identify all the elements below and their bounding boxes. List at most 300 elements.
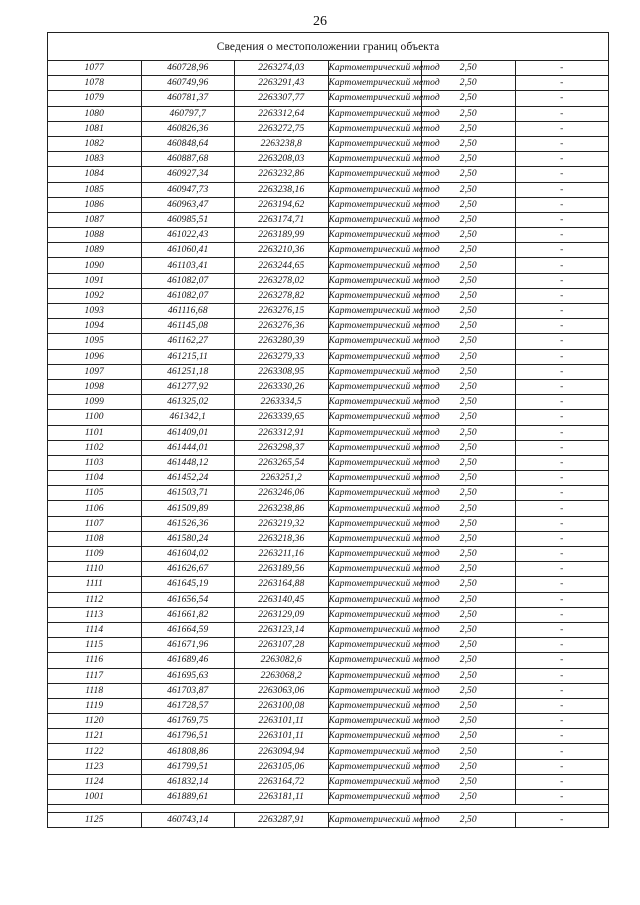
coord-y-cell: 2263278,82: [235, 288, 329, 303]
table-row: [48, 471, 609, 486]
description-cell: -: [515, 228, 609, 243]
table-row: [48, 440, 609, 455]
table-row: [48, 364, 609, 379]
coord-x-cell: 461671,96: [141, 638, 235, 653]
coord-x-cell: 461832,14: [141, 774, 235, 789]
description-cell: -: [515, 592, 609, 607]
description-cell: -: [515, 714, 609, 729]
table-row: [48, 486, 609, 501]
coord-x-cell: 460797,7: [141, 106, 235, 121]
method-cell: Картометрический метод: [328, 714, 422, 729]
coord-y-cell: 2263101,11: [235, 729, 329, 744]
table-row: [48, 61, 609, 76]
coord-y-cell: 2263265,54: [235, 455, 329, 470]
point-number-cell: 1102: [48, 440, 142, 455]
coord-x-cell: 461251,18: [141, 364, 235, 379]
description-cell: -: [515, 471, 609, 486]
coord-y-cell: 2263189,56: [235, 562, 329, 577]
table-row: [48, 136, 609, 151]
description-cell: -: [515, 547, 609, 562]
coord-x-cell: 461116,68: [141, 304, 235, 319]
coord-x-cell: 461526,36: [141, 516, 235, 531]
accuracy-cell: 2,50: [422, 744, 516, 759]
method-cell: Картометрический метод: [328, 486, 422, 501]
point-number-cell: 1112: [48, 592, 142, 607]
table-row: [48, 577, 609, 592]
description-cell: -: [515, 197, 609, 212]
accuracy-cell: 2,50: [422, 440, 516, 455]
table-row: [48, 243, 609, 258]
table-row: [48, 455, 609, 470]
point-number-cell: 1100: [48, 410, 142, 425]
description-cell: -: [515, 653, 609, 668]
description-cell: -: [515, 364, 609, 379]
method-cell: Картометрический метод: [328, 774, 422, 789]
table-row: [48, 76, 609, 91]
coord-y-cell: 2263330,26: [235, 379, 329, 394]
coord-y-cell: 2263194,62: [235, 197, 329, 212]
point-number-cell: 1078: [48, 76, 142, 91]
accuracy-cell: 2,50: [422, 212, 516, 227]
table-body: [48, 61, 609, 828]
accuracy-cell: 2,50: [422, 653, 516, 668]
accuracy-cell: 2,50: [422, 577, 516, 592]
table-row: [48, 790, 609, 805]
table-row: [48, 813, 609, 828]
boundary-table-sheet: [47, 32, 609, 828]
method-cell: Картометрический метод: [328, 258, 422, 273]
description-cell: -: [515, 516, 609, 531]
coord-y-cell: 2263101,11: [235, 714, 329, 729]
coord-x-cell: 461626,67: [141, 562, 235, 577]
table-row: [48, 531, 609, 546]
point-number-cell: 1096: [48, 349, 142, 364]
description-cell: -: [515, 167, 609, 182]
description-cell: -: [515, 425, 609, 440]
coord-x-cell: 461799,51: [141, 759, 235, 774]
table-title: Сведения о местоположении границ объекта: [48, 33, 609, 61]
point-number-cell: 1114: [48, 622, 142, 637]
table-row: [48, 516, 609, 531]
coord-x-cell: 460947,73: [141, 182, 235, 197]
coord-x-cell: 461060,41: [141, 243, 235, 258]
accuracy-cell: 2,50: [422, 288, 516, 303]
method-cell: Картометрический метод: [328, 364, 422, 379]
accuracy-cell: 2,50: [422, 683, 516, 698]
page-number: 26: [313, 14, 327, 29]
table-row: [48, 304, 609, 319]
table-row: [48, 91, 609, 106]
empty-cell: [422, 805, 516, 813]
method-cell: Картометрический метод: [328, 622, 422, 637]
description-cell: -: [515, 774, 609, 789]
method-cell: Картометрический метод: [328, 167, 422, 182]
table-row: [48, 759, 609, 774]
coord-y-cell: 2263308,95: [235, 364, 329, 379]
point-number-cell: 1124: [48, 774, 142, 789]
point-number-cell: 1079: [48, 91, 142, 106]
description-cell: -: [515, 152, 609, 167]
point-number-cell: 1080: [48, 106, 142, 121]
method-cell: Картометрический метод: [328, 410, 422, 425]
coord-y-cell: 2263181,11: [235, 790, 329, 805]
method-cell: Картометрический метод: [328, 653, 422, 668]
description-cell: -: [515, 76, 609, 91]
method-cell: Картометрический метод: [328, 152, 422, 167]
table-row: [48, 167, 609, 182]
description-cell: -: [515, 273, 609, 288]
method-cell: Картометрический метод: [328, 334, 422, 349]
coord-x-cell: 460781,37: [141, 91, 235, 106]
method-cell: Картометрический метод: [328, 813, 422, 828]
coord-x-cell: 460985,51: [141, 212, 235, 227]
table-row: [48, 562, 609, 577]
coord-x-cell: 461162,27: [141, 334, 235, 349]
coord-x-cell: 460887,68: [141, 152, 235, 167]
coord-x-cell: 461661,82: [141, 607, 235, 622]
coord-y-cell: 2263232,86: [235, 167, 329, 182]
coord-x-cell: 461452,24: [141, 471, 235, 486]
coord-y-cell: 2263129,09: [235, 607, 329, 622]
method-cell: Картометрический метод: [328, 273, 422, 288]
empty-cell: [515, 805, 609, 813]
coord-x-cell: 461664,59: [141, 622, 235, 637]
table-row: [48, 258, 609, 273]
method-cell: Картометрический метод: [328, 729, 422, 744]
accuracy-cell: 2,50: [422, 774, 516, 789]
method-cell: Картометрический метод: [328, 212, 422, 227]
coord-x-cell: 460749,96: [141, 76, 235, 91]
coord-y-cell: 2263312,91: [235, 425, 329, 440]
method-cell: Картометрический метод: [328, 471, 422, 486]
coord-x-cell: 461448,12: [141, 455, 235, 470]
coord-x-cell: 461808,86: [141, 744, 235, 759]
table-row: [48, 273, 609, 288]
description-cell: -: [515, 531, 609, 546]
accuracy-cell: 2,50: [422, 516, 516, 531]
coord-x-cell: 461656,54: [141, 592, 235, 607]
description-cell: -: [515, 813, 609, 828]
coord-y-cell: 2263334,5: [235, 395, 329, 410]
coord-x-cell: 461645,19: [141, 577, 235, 592]
coord-x-cell: 461796,51: [141, 729, 235, 744]
method-cell: Картометрический метод: [328, 531, 422, 546]
boundary-coordinates-table: [47, 32, 609, 828]
empty-cell: [141, 805, 235, 813]
coord-y-cell: 2263094,94: [235, 744, 329, 759]
table-row: [48, 547, 609, 562]
accuracy-cell: 2,50: [422, 813, 516, 828]
table-row: [48, 638, 609, 653]
accuracy-cell: 2,50: [422, 759, 516, 774]
table-row: [48, 501, 609, 516]
accuracy-cell: 2,50: [422, 471, 516, 486]
table-row: [48, 395, 609, 410]
accuracy-cell: 2,50: [422, 152, 516, 167]
point-number-cell: 1099: [48, 395, 142, 410]
description-cell: -: [515, 698, 609, 713]
table-row: [48, 197, 609, 212]
coord-y-cell: 2263280,39: [235, 334, 329, 349]
point-number-cell: 1091: [48, 273, 142, 288]
method-cell: Картометрический метод: [328, 744, 422, 759]
method-cell: Картометрический метод: [328, 516, 422, 531]
method-cell: Картометрический метод: [328, 790, 422, 805]
coord-x-cell: 461695,63: [141, 668, 235, 683]
method-cell: Картометрический метод: [328, 319, 422, 334]
description-cell: -: [515, 304, 609, 319]
table-row: [48, 288, 609, 303]
coord-x-cell: 461604,02: [141, 547, 235, 562]
method-cell: Картометрический метод: [328, 607, 422, 622]
coord-x-cell: 461444,01: [141, 440, 235, 455]
coord-x-cell: 461145,08: [141, 319, 235, 334]
table-row: [48, 622, 609, 637]
coord-y-cell: 2263246,06: [235, 486, 329, 501]
accuracy-cell: 2,50: [422, 531, 516, 546]
accuracy-cell: 2,50: [422, 349, 516, 364]
description-cell: -: [515, 410, 609, 425]
table-row: [48, 121, 609, 136]
description-cell: -: [515, 501, 609, 516]
method-cell: Картометрический метод: [328, 592, 422, 607]
coord-y-cell: 2263312,64: [235, 106, 329, 121]
table-row: [48, 744, 609, 759]
point-number-cell: 1119: [48, 698, 142, 713]
coord-y-cell: 2263251,2: [235, 471, 329, 486]
method-cell: Картометрический метод: [328, 228, 422, 243]
coord-x-cell: 461703,87: [141, 683, 235, 698]
method-cell: Картометрический метод: [328, 76, 422, 91]
coord-y-cell: 2263244,65: [235, 258, 329, 273]
accuracy-cell: 2,50: [422, 334, 516, 349]
point-number-cell: 1084: [48, 167, 142, 182]
point-number-cell: 1106: [48, 501, 142, 516]
coord-y-cell: 2263211,16: [235, 547, 329, 562]
coord-x-cell: 461082,07: [141, 273, 235, 288]
point-number-cell: 1087: [48, 212, 142, 227]
coord-y-cell: 2263208,03: [235, 152, 329, 167]
description-cell: -: [515, 486, 609, 501]
method-cell: Картометрический метод: [328, 395, 422, 410]
accuracy-cell: 2,50: [422, 76, 516, 91]
table-row: [48, 607, 609, 622]
description-cell: -: [515, 607, 609, 622]
coord-y-cell: 2263218,36: [235, 531, 329, 546]
method-cell: Картометрический метод: [328, 577, 422, 592]
coord-x-cell: 461277,92: [141, 379, 235, 394]
point-number-cell: 1125: [48, 813, 142, 828]
accuracy-cell: 2,50: [422, 121, 516, 136]
description-cell: -: [515, 349, 609, 364]
method-cell: Картометрический метод: [328, 304, 422, 319]
method-cell: Картометрический метод: [328, 638, 422, 653]
point-number-cell: 1122: [48, 744, 142, 759]
point-number-cell: 1089: [48, 243, 142, 258]
accuracy-cell: 2,50: [422, 698, 516, 713]
point-number-cell: 1123: [48, 759, 142, 774]
method-cell: Картометрический метод: [328, 288, 422, 303]
accuracy-cell: 2,50: [422, 197, 516, 212]
method-cell: Картометрический метод: [328, 349, 422, 364]
coord-x-cell: 461503,71: [141, 486, 235, 501]
coord-y-cell: 2263123,14: [235, 622, 329, 637]
point-number-cell: 1113: [48, 607, 142, 622]
point-number-cell: 1082: [48, 136, 142, 151]
coord-x-cell: 460743,14: [141, 813, 235, 828]
point-number-cell: 1086: [48, 197, 142, 212]
point-number-cell: 1116: [48, 653, 142, 668]
coord-x-cell: 461769,75: [141, 714, 235, 729]
coord-x-cell: 461689,46: [141, 653, 235, 668]
table-row: [48, 683, 609, 698]
description-cell: -: [515, 243, 609, 258]
method-cell: Картометрический метод: [328, 501, 422, 516]
coord-y-cell: 2263298,37: [235, 440, 329, 455]
accuracy-cell: 2,50: [422, 364, 516, 379]
coord-y-cell: 2263276,36: [235, 319, 329, 334]
description-cell: -: [515, 455, 609, 470]
accuracy-cell: 2,50: [422, 729, 516, 744]
coord-x-cell: 461509,89: [141, 501, 235, 516]
accuracy-cell: 2,50: [422, 547, 516, 562]
point-number-cell: 1105: [48, 486, 142, 501]
point-number-cell: 1118: [48, 683, 142, 698]
coord-x-cell: 461103,41: [141, 258, 235, 273]
point-number-cell: 1090: [48, 258, 142, 273]
point-number-cell: 1120: [48, 714, 142, 729]
point-number-cell: 1109: [48, 547, 142, 562]
description-cell: -: [515, 288, 609, 303]
point-number-cell: 1111: [48, 577, 142, 592]
description-cell: -: [515, 622, 609, 637]
coord-x-cell: 460728,96: [141, 61, 235, 76]
description-cell: -: [515, 577, 609, 592]
coord-x-cell: 461325,02: [141, 395, 235, 410]
accuracy-cell: 2,50: [422, 167, 516, 182]
accuracy-cell: 2,50: [422, 562, 516, 577]
point-number-cell: 1093: [48, 304, 142, 319]
accuracy-cell: 2,50: [422, 106, 516, 121]
point-number-cell: 1088: [48, 228, 142, 243]
coord-y-cell: 2263339,65: [235, 410, 329, 425]
accuracy-cell: 2,50: [422, 410, 516, 425]
accuracy-cell: 2,50: [422, 395, 516, 410]
coord-x-cell: 461409,01: [141, 425, 235, 440]
coord-y-cell: 2263164,88: [235, 577, 329, 592]
method-cell: Картометрический метод: [328, 698, 422, 713]
coord-y-cell: 2263291,43: [235, 76, 329, 91]
coord-x-cell: 461022,43: [141, 228, 235, 243]
accuracy-cell: 2,50: [422, 592, 516, 607]
description-cell: -: [515, 319, 609, 334]
method-cell: Картометрический метод: [328, 243, 422, 258]
method-cell: Картометрический метод: [328, 379, 422, 394]
table-row: [48, 106, 609, 121]
method-cell: Картометрический метод: [328, 440, 422, 455]
accuracy-cell: 2,50: [422, 136, 516, 151]
method-cell: Картометрический метод: [328, 61, 422, 76]
coord-y-cell: 2263210,36: [235, 243, 329, 258]
method-cell: Картометрический метод: [328, 547, 422, 562]
coord-y-cell: 2263276,15: [235, 304, 329, 319]
table-row: [48, 319, 609, 334]
table-row: [48, 714, 609, 729]
point-number-cell: 1077: [48, 61, 142, 76]
coord-y-cell: 2263238,8: [235, 136, 329, 151]
description-cell: -: [515, 212, 609, 227]
accuracy-cell: 2,50: [422, 228, 516, 243]
method-cell: Картометрический метод: [328, 136, 422, 151]
point-number-cell: 1110: [48, 562, 142, 577]
accuracy-cell: 2,50: [422, 714, 516, 729]
coord-x-cell: 460963,47: [141, 197, 235, 212]
table-title-row: [48, 33, 609, 61]
coord-x-cell: 461580,24: [141, 531, 235, 546]
table-row: [48, 379, 609, 394]
accuracy-cell: 2,50: [422, 319, 516, 334]
point-number-cell: 1115: [48, 638, 142, 653]
coord-x-cell: 461728,57: [141, 698, 235, 713]
point-number-cell: 1121: [48, 729, 142, 744]
description-cell: -: [515, 683, 609, 698]
method-cell: Картометрический метод: [328, 562, 422, 577]
table-row: [48, 182, 609, 197]
coord-y-cell: 2263238,16: [235, 182, 329, 197]
method-cell: Картометрический метод: [328, 182, 422, 197]
table-row: [48, 152, 609, 167]
accuracy-cell: 2,50: [422, 622, 516, 637]
point-number-cell: 1104: [48, 471, 142, 486]
table-row: [48, 212, 609, 227]
accuracy-cell: 2,50: [422, 182, 516, 197]
description-cell: -: [515, 729, 609, 744]
point-number-cell: 1098: [48, 379, 142, 394]
table-row: [48, 425, 609, 440]
table-row: [48, 334, 609, 349]
coord-x-cell: 461342,1: [141, 410, 235, 425]
accuracy-cell: 2,50: [422, 243, 516, 258]
coord-x-cell: 460826,36: [141, 121, 235, 136]
description-cell: -: [515, 744, 609, 759]
coord-y-cell: 2263279,33: [235, 349, 329, 364]
point-number-cell: 1101: [48, 425, 142, 440]
coord-y-cell: 2263272,75: [235, 121, 329, 136]
method-cell: Картометрический метод: [328, 455, 422, 470]
accuracy-cell: 2,50: [422, 607, 516, 622]
coord-y-cell: 2263063,06: [235, 683, 329, 698]
description-cell: -: [515, 759, 609, 774]
coord-y-cell: 2263082,6: [235, 653, 329, 668]
accuracy-cell: 2,50: [422, 790, 516, 805]
empty-cell: [328, 805, 422, 813]
coord-x-cell: 460848,64: [141, 136, 235, 151]
description-cell: -: [515, 91, 609, 106]
coord-y-cell: 2263219,32: [235, 516, 329, 531]
accuracy-cell: 2,50: [422, 486, 516, 501]
coord-y-cell: 2263287,91: [235, 813, 329, 828]
point-number-cell: 1103: [48, 455, 142, 470]
description-cell: -: [515, 668, 609, 683]
point-number-cell: 1094: [48, 319, 142, 334]
accuracy-cell: 2,50: [422, 501, 516, 516]
accuracy-cell: 2,50: [422, 425, 516, 440]
point-number-cell: 1097: [48, 364, 142, 379]
description-cell: -: [515, 258, 609, 273]
description-cell: -: [515, 790, 609, 805]
table-row: [48, 592, 609, 607]
description-cell: -: [515, 106, 609, 121]
